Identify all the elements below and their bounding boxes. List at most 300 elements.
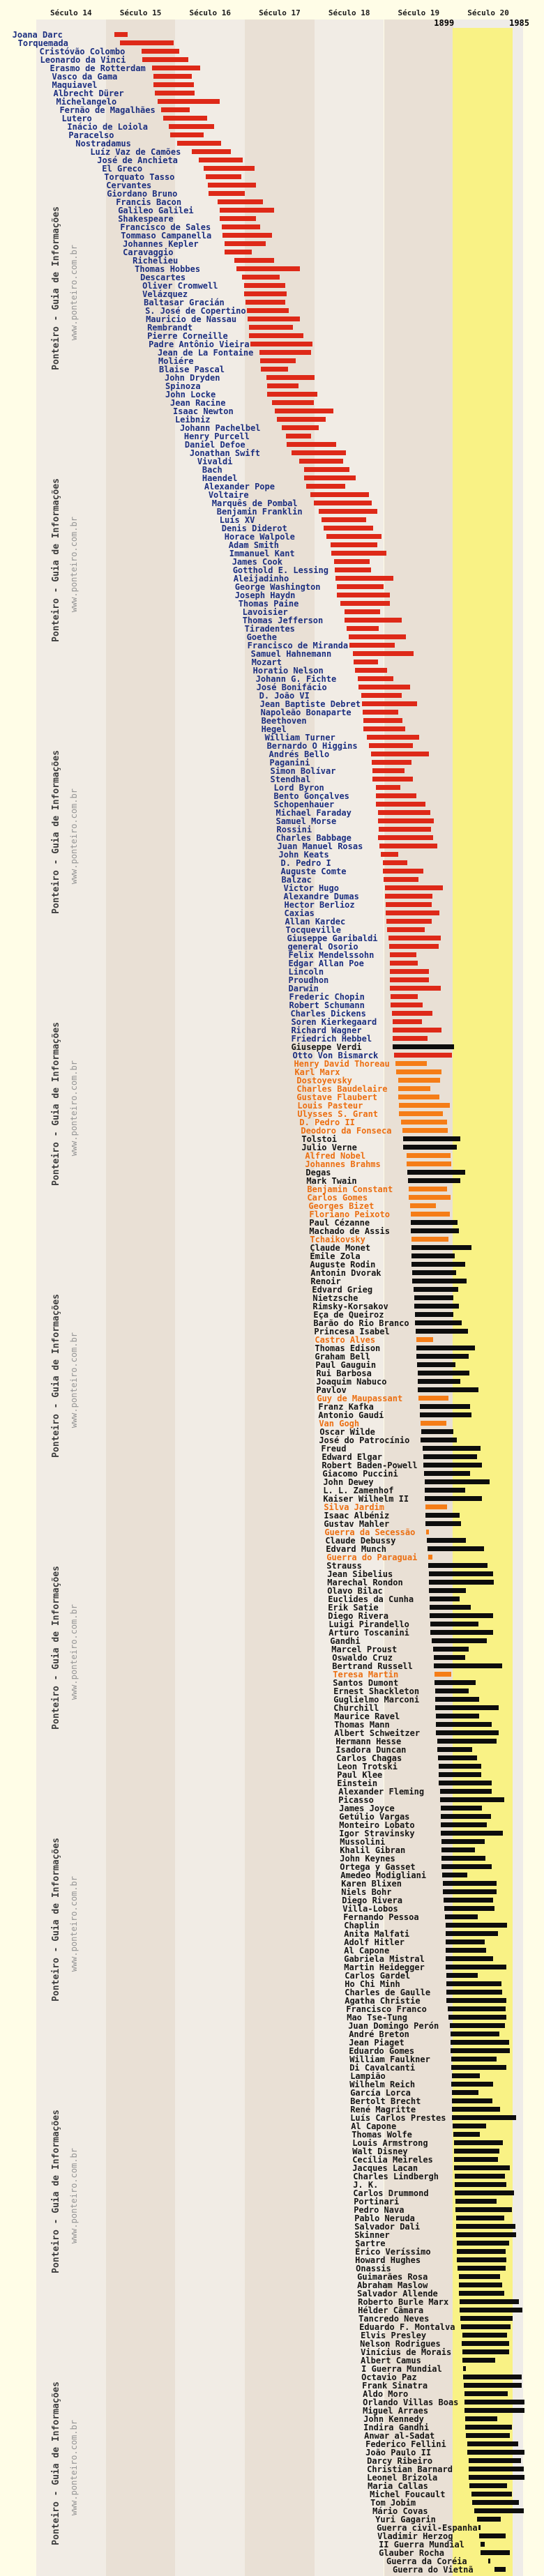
person-name: Sartre xyxy=(355,2239,386,2248)
lifespan-bar xyxy=(462,2349,509,2354)
lifespan-bar xyxy=(427,1538,466,1543)
person-name: Andrés Bello xyxy=(269,749,330,759)
lifespan-bar xyxy=(354,660,378,664)
timeline-row xyxy=(0,2231,544,2239)
person-name: Elvis Presley xyxy=(361,2331,427,2340)
lifespan-bar xyxy=(412,1279,467,1283)
person-name: Bach xyxy=(202,465,222,475)
person-name: Antonin Dvorak xyxy=(310,1268,381,1278)
timeline-row xyxy=(0,390,544,399)
timeline-row xyxy=(0,1419,544,1428)
person-name: Stendhal xyxy=(270,775,311,784)
timeline-row xyxy=(0,315,544,323)
timeline-row xyxy=(0,257,544,265)
lifespan-bar xyxy=(153,74,192,79)
lifespan-bar xyxy=(390,952,416,957)
person-name: Anwar al-Sadat xyxy=(364,2431,435,2441)
person-name: Dostoyevsky xyxy=(296,1076,352,1085)
lifespan-bar xyxy=(424,1471,470,1476)
person-name: Leibniz xyxy=(174,415,211,425)
century-label: Século 14 xyxy=(50,8,92,17)
person-name: Benjamin Constant xyxy=(307,1184,393,1194)
person-name: Carlos Drummond xyxy=(353,2188,429,2198)
lifespan-bar xyxy=(384,877,419,882)
person-name: Gandhi xyxy=(330,1636,361,1646)
watermark-site-url: www.ponteiro.com.br xyxy=(69,1876,79,1972)
lifespan-bar xyxy=(267,383,299,388)
century-label: Século 15 xyxy=(119,8,162,17)
person-name: Tom Jobim xyxy=(370,2498,416,2508)
person-name: Charles de Gaulle xyxy=(345,1988,431,1997)
timeline-row xyxy=(0,1854,544,1863)
person-name: Oliver Cromwell xyxy=(142,281,218,291)
lifespan-bar xyxy=(435,1672,451,1677)
lifespan-bar xyxy=(423,1446,481,1451)
person-name: Tommaso Campanella xyxy=(121,231,212,241)
person-name: Octavio Paz xyxy=(361,2372,417,2382)
watermark-site-url: www.ponteiro.com.br xyxy=(69,1604,79,1700)
timeline-row xyxy=(0,173,544,181)
lifespan-bar xyxy=(430,1613,493,1618)
timeline-row xyxy=(0,1210,544,1219)
timeline-row xyxy=(0,2030,544,2038)
person-name: Ho Chi Minh xyxy=(345,1979,400,1989)
lifespan-bar xyxy=(379,827,432,832)
person-name: Kaiser Wilhelm II xyxy=(323,1494,409,1504)
timeline-row xyxy=(0,951,544,959)
lifespan-bar xyxy=(460,2308,522,2312)
lifespan-bar xyxy=(225,250,252,254)
lifespan-bar xyxy=(347,626,379,631)
lifespan-bar xyxy=(208,183,256,188)
timeline-row xyxy=(0,2289,544,2298)
person-name: Alexandre Dumas xyxy=(283,892,359,901)
person-name: Onassis xyxy=(356,2264,391,2273)
timeline-row xyxy=(0,1152,544,1160)
person-name: Federico Fellini xyxy=(365,2439,446,2449)
lifespan-bar xyxy=(469,2475,524,2480)
timeline-row xyxy=(0,1553,544,1562)
event-name: Guerra da Coréia xyxy=(386,2556,467,2566)
person-name: Abraham Maslow xyxy=(357,2280,428,2290)
watermark-site-url: www.ponteiro.com.br xyxy=(69,788,79,885)
timeline-row xyxy=(0,867,544,876)
person-name: Bento Gonçalves xyxy=(273,791,349,801)
lifespan-bar xyxy=(479,2533,506,2538)
person-name: Jean de La Fontaine xyxy=(158,348,254,358)
person-name: Lord Byron xyxy=(273,783,324,793)
person-name: Strauss xyxy=(326,1561,362,1571)
timeline-row xyxy=(0,1269,544,1277)
lifespan-bar xyxy=(416,1346,475,1350)
person-name: Michael Faraday xyxy=(275,808,352,818)
person-name: Robert Schumann xyxy=(289,1000,365,1010)
person-name: José de Anchieta xyxy=(97,155,178,165)
timeline-row xyxy=(0,851,544,859)
lifespan-bar xyxy=(385,885,443,890)
lifespan-bar xyxy=(378,810,431,815)
person-name: Walt Disney xyxy=(352,2147,408,2156)
timeline-row xyxy=(0,1311,544,1319)
lifespan-bar xyxy=(169,124,214,129)
lifespan-bar xyxy=(387,927,425,932)
person-name: Giuseppe Garibaldi xyxy=(287,933,378,943)
lifespan-bar xyxy=(425,1479,490,1484)
person-name: Torquemada xyxy=(17,38,68,48)
lifespan-bar xyxy=(381,852,399,857)
band-end-year-label: 1985 xyxy=(509,18,529,28)
person-name: Charles Babbage xyxy=(275,833,352,843)
timeline-row xyxy=(0,876,544,884)
lifespan-bar xyxy=(434,1663,502,1668)
timeline-row xyxy=(0,1436,544,1445)
lifespan-bar xyxy=(469,2483,507,2488)
timeline-row xyxy=(0,2448,544,2457)
lifespan-bar xyxy=(488,2559,490,2563)
timeline-row xyxy=(0,1177,544,1185)
lifespan-bar xyxy=(435,1680,476,1685)
person-name: Aldo Moro xyxy=(363,2389,409,2399)
lifespan-bar xyxy=(435,1697,479,1702)
lifespan-bar xyxy=(409,1187,447,1191)
lifespan-bar xyxy=(372,768,405,773)
lifespan-bar xyxy=(261,367,288,372)
person-name: Giacomo Puccini xyxy=(322,1469,398,1479)
timeline-row xyxy=(0,215,544,223)
person-name: Marquês de Pombal xyxy=(211,498,298,508)
lifespan-bar xyxy=(446,1939,485,1944)
person-name: Churchill xyxy=(333,1703,379,1713)
person-name: Salvador Allende xyxy=(357,2289,438,2299)
watermark-site-name: Ponteiro - Guia de Informações xyxy=(51,478,61,642)
lifespan-bar xyxy=(450,2023,505,2028)
lifespan-bar xyxy=(454,2140,503,2145)
lifespan-bar xyxy=(453,2132,480,2137)
timeline-row xyxy=(0,1252,544,1260)
lifespan-bar xyxy=(437,1747,472,1752)
person-name: Hélder Câmara xyxy=(358,2306,424,2315)
person-name: Maurice Ravel xyxy=(334,1712,400,1721)
person-name: Ortega y Gasset xyxy=(340,1862,416,1872)
timeline-row xyxy=(0,2465,544,2474)
lifespan-bar xyxy=(441,1831,503,1836)
person-name: Isadora Duncan xyxy=(335,1745,407,1755)
lifespan-bar xyxy=(439,1781,492,1785)
person-name: Edvard Munch xyxy=(326,1544,386,1554)
watermark-site-name: Ponteiro - Guia de Informações xyxy=(51,1294,61,1458)
lifespan-bar xyxy=(467,2441,518,2446)
person-name: Michel Foucault xyxy=(370,2490,446,2499)
person-name: Luigi Pirandello xyxy=(328,1619,409,1629)
person-name: Wilhelm Reich xyxy=(349,2080,416,2089)
person-name: Aleijadinho xyxy=(233,574,289,584)
lifespan-bar xyxy=(390,977,429,982)
lifespan-bar xyxy=(459,2274,500,2279)
lifespan-bar xyxy=(442,1873,467,1877)
lifespan-bar xyxy=(363,718,403,723)
timeline-row xyxy=(0,1695,544,1704)
timeline-row xyxy=(0,984,544,993)
timeline-row xyxy=(0,1260,544,1269)
lifespan-bar xyxy=(411,1212,450,1217)
lifespan-bar xyxy=(481,2542,485,2547)
person-name: Luís XV xyxy=(219,515,255,525)
timeline-row xyxy=(0,432,544,441)
lifespan-bar xyxy=(446,1990,502,1995)
person-name: Galileo Galilei xyxy=(118,206,194,215)
timeline-row xyxy=(0,2139,544,2147)
lifespan-bar xyxy=(435,1689,469,1693)
person-name: Cristóvão Colombo xyxy=(39,47,126,56)
lifespan-bar xyxy=(439,1772,481,1777)
person-name: Johann G. Fichte xyxy=(255,674,337,684)
person-name: John Dewey xyxy=(323,1477,374,1487)
timeline-row xyxy=(0,1035,544,1043)
lifespan-bar xyxy=(415,1320,462,1325)
timeline-row xyxy=(0,2381,544,2390)
person-name: James Joyce xyxy=(339,1804,395,1813)
timeline-row xyxy=(0,2164,544,2172)
timeline-row xyxy=(0,1972,544,1980)
lifespan-bar xyxy=(225,241,266,246)
timeline-row xyxy=(0,2114,544,2122)
lifespan-bar xyxy=(417,1362,455,1367)
person-name: Joaquim Nabuco xyxy=(316,1377,387,1387)
lifespan-bar xyxy=(455,2207,512,2212)
timeline-row xyxy=(0,416,544,424)
person-name: Giuseppe Verdi xyxy=(291,1042,362,1052)
person-name: Machado de Assis xyxy=(309,1226,390,1236)
lifespan-bar xyxy=(152,66,201,70)
lifespan-bar xyxy=(372,760,412,765)
person-name: Paul Gauguin xyxy=(315,1360,377,1370)
lifespan-bar xyxy=(460,2316,513,2321)
person-name: Thomas Paine xyxy=(238,599,299,609)
lifespan-bar xyxy=(463,2375,522,2379)
lifespan-bar xyxy=(378,818,435,823)
timeline-row xyxy=(0,1704,544,1712)
person-name: Joana Darc xyxy=(12,30,63,40)
timeline-row xyxy=(0,2097,544,2105)
person-name: Karl Marx xyxy=(294,1067,340,1077)
timeline-row xyxy=(0,307,544,315)
person-name: Henry David Thoreau xyxy=(294,1059,390,1069)
timeline-row xyxy=(0,1980,544,1988)
person-name: Mao Tse-Tung xyxy=(347,2013,407,2022)
lifespan-bar xyxy=(472,2500,519,2505)
lifespan-bar xyxy=(428,1546,484,1551)
timeline-row xyxy=(0,2248,544,2256)
lifespan-bar xyxy=(292,450,346,455)
lifespan-bar xyxy=(403,1136,460,1141)
lifespan-bar xyxy=(393,1019,422,1024)
person-name: Juan Domingo Perón xyxy=(348,2021,439,2031)
person-name: Louis Armstrong xyxy=(352,2138,428,2148)
person-name: Erik Satie xyxy=(328,1603,379,1613)
timeline-row xyxy=(0,2022,544,2030)
person-name: Tolstoi xyxy=(301,1134,337,1144)
lifespan-bar xyxy=(464,2400,524,2404)
person-name: Auguste Comte xyxy=(280,867,347,876)
timeline-row xyxy=(0,943,544,951)
lifespan-bar xyxy=(250,342,312,346)
person-name: Ulysses S. Grant xyxy=(297,1109,379,1119)
lifespan-bar xyxy=(389,944,439,949)
lifespan-bar xyxy=(451,2065,506,2070)
person-name: Daniel Defoe xyxy=(184,440,245,450)
lifespan-bar xyxy=(282,425,319,430)
timeline-row xyxy=(0,206,544,215)
timeline-row xyxy=(0,792,544,800)
timeline-row xyxy=(0,1486,544,1495)
lifespan-bar xyxy=(421,1421,446,1426)
event-name: I Guerra Mundial xyxy=(361,2364,442,2374)
person-name: Bertrand Russell xyxy=(332,1661,413,1671)
timeline-row xyxy=(0,449,544,457)
timeline-row xyxy=(0,2474,544,2482)
person-name: Carlos Gardel xyxy=(345,1971,411,1981)
timeline-row xyxy=(0,1503,544,1511)
person-name: Bertolt Brecht xyxy=(350,2096,421,2106)
person-name: Arturo Toscanini xyxy=(328,1628,409,1638)
person-name: Otto Von Bismarck xyxy=(292,1051,379,1060)
person-name: Johann Pachelbel xyxy=(179,423,261,433)
lifespan-bar xyxy=(452,2098,492,2103)
person-name: Portinari xyxy=(354,2197,400,2207)
person-name: Isaac Newton xyxy=(172,406,234,416)
lifespan-bar xyxy=(436,1722,492,1727)
person-name: Robert Baden-Powell xyxy=(322,1461,418,1470)
lifespan-bar xyxy=(398,1086,430,1091)
person-name: Juan Manuel Rosas xyxy=(277,841,363,851)
person-name: Oscar Wilde xyxy=(319,1427,375,1437)
person-name: Al Capone xyxy=(344,1946,390,1956)
person-name: Hermann Hesse xyxy=(335,1737,402,1746)
timeline-row xyxy=(0,1445,544,1453)
person-name: Christian Barnard xyxy=(367,2464,453,2474)
lifespan-bar xyxy=(455,2182,506,2187)
timeline-row xyxy=(0,2064,544,2072)
timeline-row xyxy=(0,2440,544,2448)
timeline-row xyxy=(0,1997,544,2005)
timeline-row xyxy=(0,508,544,516)
lifespan-bar xyxy=(319,509,377,514)
timeline-row xyxy=(0,1009,544,1018)
lifespan-bar xyxy=(411,1220,458,1225)
person-name: Paracelso xyxy=(68,130,114,140)
timeline-row xyxy=(0,349,544,357)
lifespan-bar xyxy=(407,1161,451,1166)
person-name: Leonel Brizola xyxy=(367,2473,438,2483)
person-name: Spinoza xyxy=(165,381,201,391)
person-name: Luís Carlos Prestes xyxy=(350,2113,446,2123)
lifespan-bar xyxy=(436,1714,479,1718)
lifespan-bar xyxy=(249,333,303,338)
timeline-row xyxy=(0,2490,544,2499)
lifespan-bar xyxy=(335,567,371,572)
timeline-row xyxy=(0,1737,544,1746)
person-name: Castro Alves xyxy=(315,1335,376,1345)
lifespan-bar xyxy=(372,777,414,782)
timeline-row xyxy=(0,1185,544,1194)
person-name: Igor Stravinsky xyxy=(339,1829,415,1838)
person-name: Henry Purcell xyxy=(183,432,250,441)
timeline-row xyxy=(0,1219,544,1227)
person-name: Renoir xyxy=(310,1276,341,1286)
person-name: Voltaire xyxy=(208,490,249,500)
timeline-row xyxy=(0,457,544,466)
lifespan-bar xyxy=(451,2048,510,2053)
lifespan-bar xyxy=(444,1906,494,1911)
person-name: Felix Mendelssohn xyxy=(288,950,375,960)
person-name: Indira Gandhi xyxy=(363,2423,430,2432)
person-name: Inácio de Loiola xyxy=(67,122,149,132)
person-name: Torquato Tasso xyxy=(104,172,175,182)
lifespan-bar xyxy=(299,459,343,464)
timeline-row xyxy=(0,1160,544,1168)
person-name: Jonathan Swift xyxy=(189,448,261,458)
person-name: Francisco de Miranda xyxy=(247,641,349,650)
person-name: Tocqueville xyxy=(285,925,341,935)
person-name: Georges Bizet xyxy=(308,1201,375,1211)
lifespan-bar xyxy=(394,1053,452,1058)
timeline-row xyxy=(0,1511,544,1520)
timeline-row xyxy=(0,1880,544,1888)
lifespan-bar xyxy=(428,1555,432,1560)
lifespan-bar xyxy=(414,1304,459,1309)
person-name: Van Gogh xyxy=(319,1419,360,1428)
lifespan-bar xyxy=(448,2015,506,2020)
lifespan-bar xyxy=(456,2224,515,2229)
timeline-row xyxy=(0,1361,544,1369)
timeline-row xyxy=(0,240,544,248)
timeline-row xyxy=(0,2047,544,2055)
person-name: William Faulkner xyxy=(349,2055,430,2064)
timeline-row xyxy=(0,1102,544,1110)
lifespan-bar xyxy=(161,107,190,112)
timeline-row xyxy=(0,959,544,968)
person-name: Agatha Christie xyxy=(345,1996,421,2006)
person-name: Glauber Rocha xyxy=(379,2548,444,2558)
person-name: Johannes Kepler xyxy=(123,239,199,249)
person-name: Paganini xyxy=(269,758,310,768)
person-name: Edward Elgar xyxy=(322,1452,383,1462)
person-name: Lutero xyxy=(61,114,92,123)
lifespan-bar xyxy=(361,693,402,698)
person-name: Gustave Flaubert xyxy=(296,1092,378,1102)
lifespan-bar xyxy=(456,2216,504,2220)
timeline-row xyxy=(0,1378,544,1386)
person-name: Proudhon xyxy=(288,975,329,985)
lifespan-bar xyxy=(464,2391,508,2396)
person-name: Erasmo de Rotterdam xyxy=(50,63,146,73)
lifespan-bar xyxy=(170,132,204,137)
person-name: Albert Camus xyxy=(361,2356,421,2365)
lifespan-bar xyxy=(464,2408,524,2413)
person-name: Salvador Dali xyxy=(354,2222,421,2232)
person-name: Cervantes xyxy=(106,181,152,190)
timeline-row xyxy=(0,993,544,1001)
timeline-row xyxy=(0,424,544,432)
person-name: Villa-Lobos xyxy=(342,1904,398,1914)
timeline-row xyxy=(0,1804,544,1813)
timeline-row xyxy=(0,2172,544,2181)
timeline-row xyxy=(0,1327,544,1336)
person-name: Einstein xyxy=(337,1778,378,1788)
watermark-site-name: Ponteiro - Guia de Informações xyxy=(51,1022,61,1186)
timeline-row xyxy=(0,775,544,784)
person-name: Gabriela Mistral xyxy=(344,1954,425,1964)
